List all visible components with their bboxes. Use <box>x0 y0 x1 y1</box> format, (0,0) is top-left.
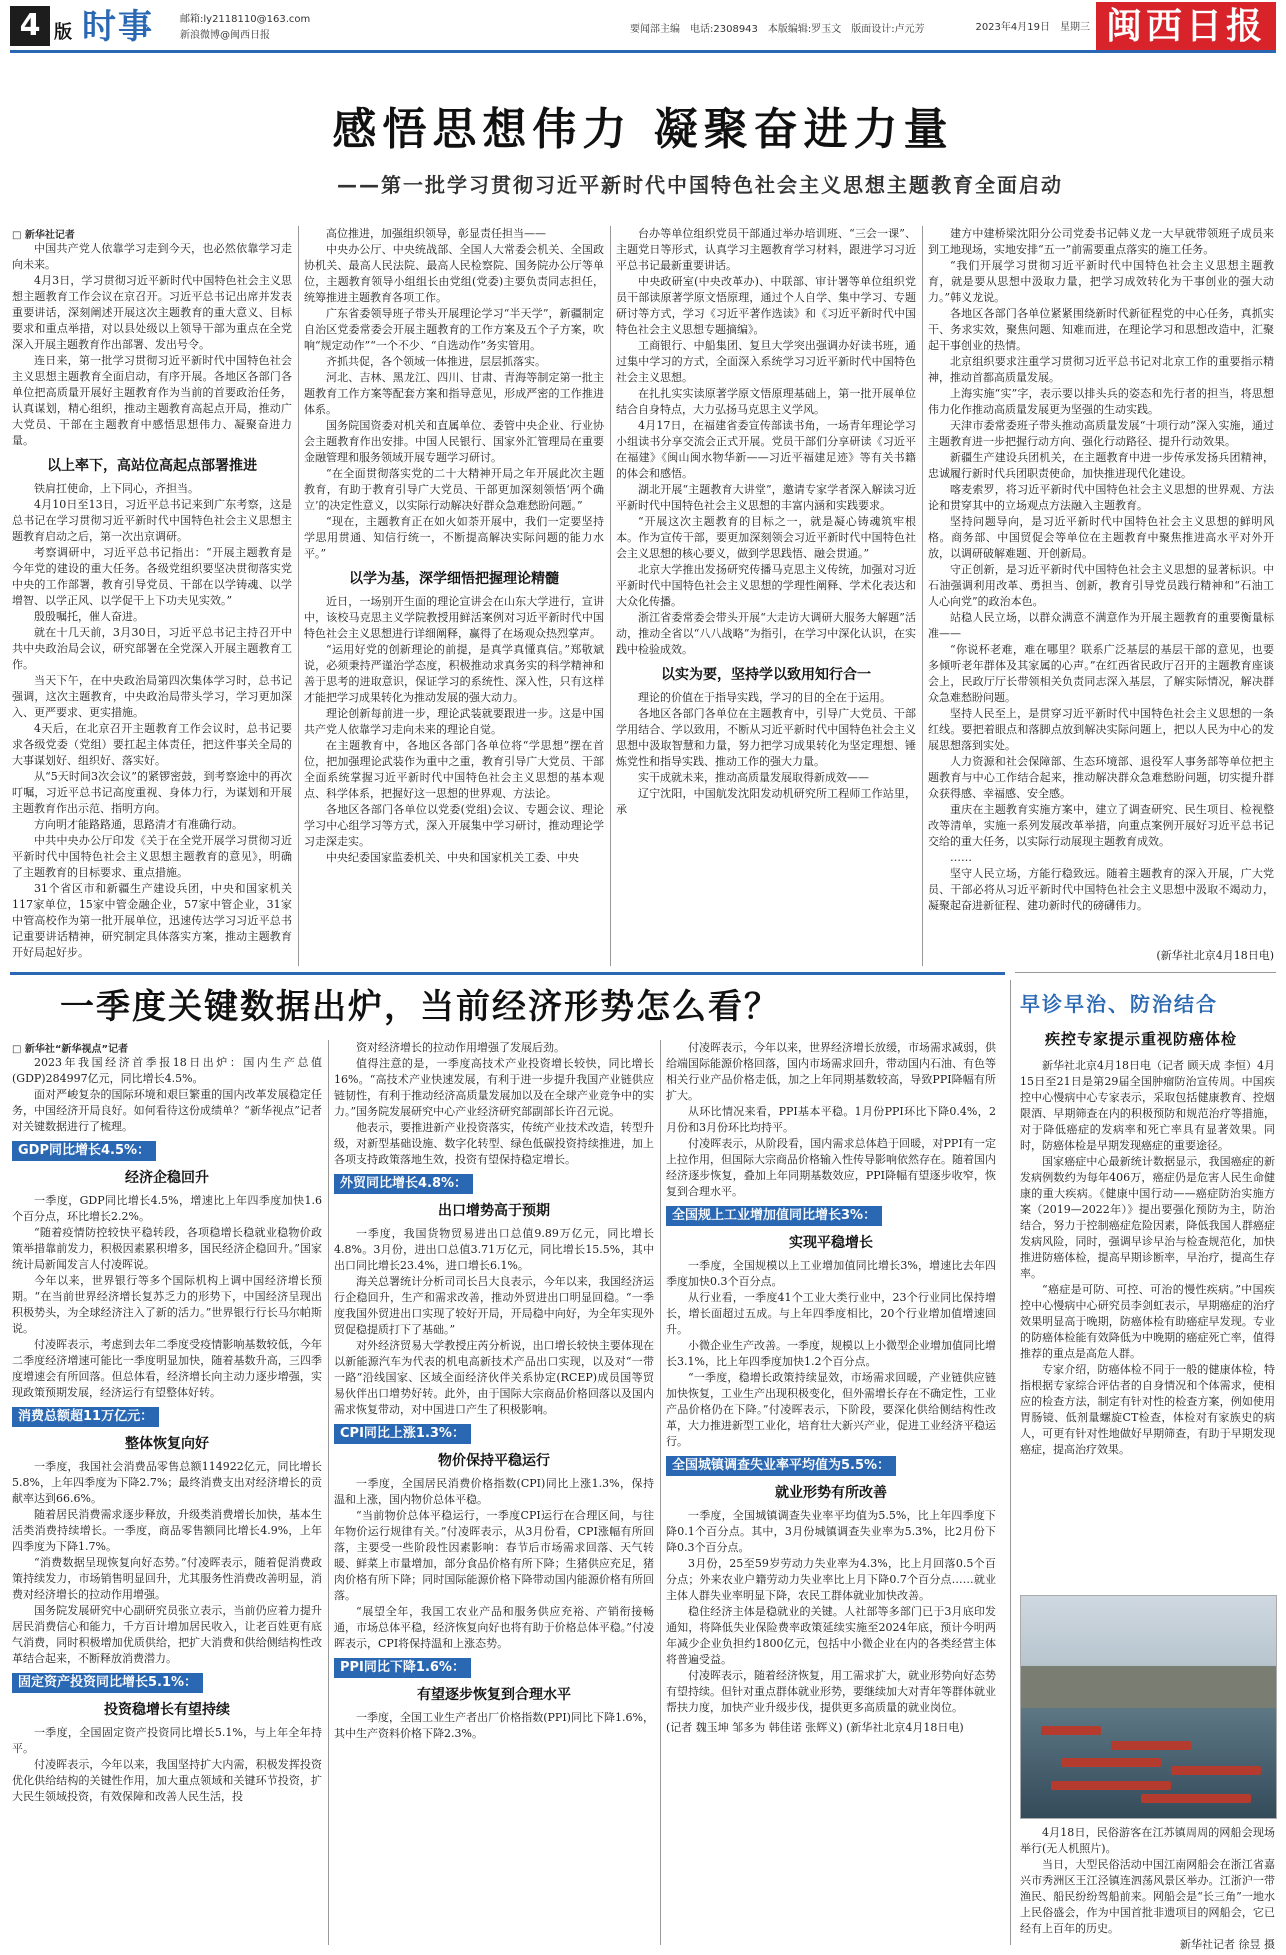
data-label: 外贸同比增长4.8%： <box>334 1174 473 1194</box>
top-story-col-3 <box>616 226 916 966</box>
paragraph: 付凌晖表示，从阶段看，国内需求总体趋于回暖，对PPI有一定上拉作用，但国际大宗商品价格输入性传导影响依然存在。随着国内经济逐步恢复，叠加上年同期基数效应，PPI降幅有望逐步收窄，恢复到合理水平。 <box>666 1137 996 1198</box>
section-subheading: 就业形势有所改善 <box>775 1485 887 1501</box>
paragraph: 中央纪委国家监委机关、中央和国家机关工委、中央 <box>326 851 579 864</box>
paragraph: 浙江省委常委会带头开展“大走访大调研大服务大解题”活动，推动全省以“八八战略”为指引，在学习中深化认识，在实践中检验成效。 <box>616 611 916 656</box>
paragraph: 中共中央办公厅印发《关于在全党开展学习贯彻习近平新时代中国特色社会主义思想主题教育的意见》，明确了主题教育的目标要求、重点措施。 <box>12 834 292 879</box>
paragraph: 当天下午，在中央政治局第四次集体学习时，总书记强调，这次主题教育，中央政治局带头学习，学习更加深入、更严要求、更实措施。 <box>12 674 292 719</box>
economy-col-1 <box>12 1040 322 1950</box>
paragraph: 一季度，全国固定资产投资同比增长5.1%，与上年全年持平。 <box>12 1726 322 1755</box>
email[interactable]: 邮箱:ly2118110@163.com <box>180 14 311 25</box>
paragraph: 各地区各部门各单位紧紧围绕新时代新征程党的中心任务，真抓实干、务求实效，聚焦问题、知难而进，在理论学习和思想改造中，汇聚起干事创业的热情。 <box>928 307 1274 352</box>
paragraph: “现在，主题教育正在如火如荼开展中，我们一定要坚持学思用贯通、知信行统一，不断提高解决实际问题的能力水平。” <box>304 515 604 560</box>
section-subheading: 整体恢复向好 <box>125 1436 209 1452</box>
section-subheading: 实现平稳增长 <box>789 1235 873 1251</box>
paragraph: 坚守人民立场，方能行稳致远。随着主题教育的深入开展，广大党员、干部必将从习近平新时代中国特色社会主义思想中汲取不竭动力，凝聚起奋进新征程、建功新时代的磅礴伟力。 <box>928 867 1274 912</box>
paragraph: 一季度，GDP同比增长4.5%，增速比上年四季度加快1.6个百分点，环比增长2.2%。 <box>12 1194 322 1223</box>
paragraph: 从“5天时间3次会议”的紧锣密鼓，到考察途中的再次叮嘱，习近平总书记高度重视、身体力行，为谋划和开展主题教育作出示范、指明方向。 <box>12 770 292 815</box>
economy-col-2 <box>334 1040 654 1950</box>
paragraph: 资对经济增长的拉动作用增强了发展后劲。 <box>356 1041 565 1054</box>
paragraph: 4月10日至13日，习近平总书记来到广东考察，这是总书记在学习贯彻习近平新时代中国特色社会主义思想主题教育启动之后，第一次出京调研。 <box>12 498 292 543</box>
data-label: CPI同比上涨1.3%： <box>334 1424 471 1444</box>
top-story-col-2 <box>304 226 604 966</box>
photo-boat <box>1171 1766 1261 1775</box>
paragraph: 近日，一场别开生面的理论宣讲会在山东大学进行，宣讲中，该校马克思主义学院教授用鲜活案例对习近平新时代中国特色社会主义思想进行详细阐释，赢得了在场观众热烈掌声。 <box>304 595 604 640</box>
masthead <box>10 4 1276 53</box>
paragraph: 稳住经济主体是稳就业的关键。人社部等多部门已于3月底印发通知，将降低失业保险费率政策延续实施至2024年底，预计今明两年减少企业负担约1800亿元，包括中小微企业在内的各类经营主体将普遍受益。 <box>666 1605 996 1666</box>
section-title: 时事 <box>82 7 154 47</box>
paragraph: 考察调研中，习近平总书记指出：“开展主题教育是今年党的建设的重大任务。各级党组织要坚决贯彻落实党中央的工作部署，教育引导党员、干部在以学铸魂、以学增智、以学正风、以学促干上下功夫见实效。” <box>12 546 292 607</box>
data-label: GDP同比增长4.5%： <box>12 1141 156 1161</box>
paragraph: “运用好党的创新理论的前提，是真学真懂真信。”郑敬斌说，必须秉持严谨治学态度，积极推动求真务实的科学精神和善于思考的进取意识，保证学习的系统性、深入性，只有这样才能把学习成果转化为推动发展的强大动力。 <box>304 643 604 704</box>
paragraph: 上海实施“实”字，表示要以排头兵的姿态和先行者的担当，将思想伟力化作推动高质量发展更为坚强的生动实践。 <box>928 387 1274 416</box>
photo-credit: 新华社记者 徐昱 摄 <box>1180 1938 1275 1951</box>
paragraph: “一季度，稳增长政策持续显效，市场需求回暖，产业链供应链加快恢复，工业生产出现积极变化，但外需增长存在不确定性，工业产品价格仍在下降。”付凌晖表示，下阶段，要深化供给侧结构性改革，大力推进新型工业化，培育壮大新兴产业，促进工业经济平稳运行。 <box>666 1371 996 1448</box>
paragraph: 一季度，全国工业生产者出厂价格指数(PPI)同比下降1.6%，其中生产资料价格下降2.3%。 <box>334 1711 654 1740</box>
paragraph: 站稳人民立场，以群众满意不满意作为开展主题教育的重要衡量标准—— <box>928 611 1274 640</box>
paragraph: 从行业看，一季度41个工业大类行业中，23个行业同比保持增长，增长面超过五成。与上年四季度相比，20个行业增加值增速回升。 <box>666 1291 996 1336</box>
editor-credits: 要闻部主编 电话:2308943 本版编辑:罗玉文 版面设计:卢元芳 <box>630 24 925 35</box>
paragraph: 坚持人民至上，是贯穿习近平新时代中国特色社会主义思想的一条红线。要把着眼点和落脚点放到解决实际问题上，把以人民为中心的发展思想落到实处。 <box>928 707 1274 752</box>
section-subheading: 以上率下，高站位高起点部署推进 <box>47 458 257 474</box>
paragraph: 付凌晖表示，今年以来，我国坚持扩大内需，积极发挥投资优化供给结构的关键性作用，加大重点领域和关键环节投资，扩大民生领域投资，有效保障和改善人民生活，投 <box>12 1758 322 1803</box>
paragraph: 专家介绍，防癌体检不同于一般的健康体检，特指根据专家综合评估者的自身情况和个体需求，使相应的检查方法，制定有针对性的检查方案，例如使用胃肠镜、低剂量螺旋CT检查，体检对有家族史的病人，可更有针对性地做好早期筛查，有助于早期发现癌症，提高治疗效果。 <box>1020 1363 1275 1456</box>
paragraph: 中国共产党人依靠学习走到今天，也必然依靠学习走向未来。 <box>12 242 292 271</box>
top-subheadline: ——第一批学习贯彻习近平新时代中国特色社会主义思想主题教育全面启动 <box>337 173 1063 197</box>
paragraph: 4月3日，学习贯彻习近平新时代中国特色社会主义思想主题教育工作会议在京召开。习近平总书记出席并发表重要讲话，深刻阐述开展这次主题教育的重大意义、目标要求和重点举措，对以县处级以上领导干部为重点在全党深入开展主题教育作出部署、发出号令。 <box>12 274 292 351</box>
section-subheading: 以学为基，深学细悟把握理论精髓 <box>349 571 559 587</box>
paragraph: 台办等单位组织党员干部通过举办培训班、“三会一课”、主题党日等形式，认真学习主题教育学习材料，跟进学习习近平总书记最新重要讲话。 <box>616 227 916 272</box>
top-story-dateline <box>1090 948 1274 966</box>
paragraph: 国务院国资委对机关和直属单位、委管中央企业、行业协会主题教育作出安排。中国人民银行、国家外汇管理局在重要金融管理和服务领域开展专题学习研讨。 <box>304 419 604 464</box>
paragraph: 中央办公厅、中央统战部、全国人大常委会机关、全国政协机关、最高人民法院、最高人民检察院、国务院办公厅等单位，主题教育领导小组组长由党组(党委)主要负责同志担任，统筹推进主题教育各项工作。 <box>304 243 604 304</box>
paragraph: “你说杯老难，难在哪里？联系广泛基层的基层干部的意见，也要多倾听老年群体及其家属的心声。”在红西省民政厅召开的主题教育座谈会上，民政厅厅长带领相关负责同志深入基层，了解实际情况，解决群众急难愁盼问题。 <box>928 643 1274 704</box>
paragraph: 一季度，全国居民消费价格指数(CPI)同比上涨1.3%，保持温和上涨，国内物价总体平稳。 <box>334 1477 654 1506</box>
contact-info <box>180 12 310 44</box>
paragraph: 河北、吉林、黑龙江、四川、甘肃、青海等制定第一批主题教育工作方案等配套方案和指导意见，形成严密的工作推进体系。 <box>304 371 604 416</box>
data-label: PPI同比下降1.6%： <box>334 1658 471 1678</box>
paragraph: 工商银行、中船集团、复旦大学突出强调办好读书班，通过集中学习的方式，全面深入系统学习习近平新时代中国特色社会主义思想。 <box>616 339 916 384</box>
news-photo <box>1020 1595 1277 1819</box>
edition-suffix: 版 <box>54 22 72 43</box>
paragraph: “当前物价总体平稳运行，一季度CPI运行在合理区间，与往年物价运行规律有关。”付凌晖表示，从3月份看，CPI涨幅有所回落，主要受一些阶段性因素影响：春节后市场需求回落、天气转暖、鲜菜上市量增加，部分食品价格有所下降；生猪供应充足，猪肉价格有所下降；同时国际能源价格下降带动国内能源价格有所回落。 <box>334 1509 654 1602</box>
paragraph: 2023年我国经济首季报18日出炉：国内生产总值(GDP)284997亿元，同比增长4.5%。 <box>12 1056 322 1085</box>
paragraph: 付凌晖表示，随着经济恢复，用工需求扩大，就业形势向好态势有望持续。但针对重点群体就业形势，要继续加大对青年等群体就业帮扶力度，加快产业升级步伐，提供更多高质量的就业岗位。 <box>666 1669 996 1714</box>
edition-number: 4 <box>10 6 50 46</box>
photo-boat <box>1141 1794 1251 1803</box>
photo-boat <box>1111 1741 1191 1750</box>
paragraph: 一季度，我国社会消费品零售总额114922亿元，同比增长5.8%，上年四季度为下降2.7%；最终消费支出对经济增长的贡献率达到66.6%。 <box>12 1460 322 1505</box>
photo-boat <box>1061 1758 1161 1767</box>
paragraph: 他表示，要推进新产业投资落实，传统产业技术改造，转型升级，对新型基础设施、数字化转型、绿色低碳投资持续推进，加上各项支持政策落地生效，投资有望保持稳定增长。 <box>334 1121 654 1166</box>
data-label: 固定资产投资同比增长5.1%： <box>12 1673 203 1693</box>
paragraph: 从环比情况来看，PPI基本平稳。1月份PPI环比下降0.4%，2月份和3月份环比均持平。 <box>666 1105 996 1134</box>
paragraph: 高位推进，加强组织领导，彰显责任担当—— <box>326 227 546 240</box>
paragraph: 天津市委常委班子带头推动高质量发展“十项行动”深入实施，通过主题教育进一步把握行动方向、强化行动路径、提升行动效果。 <box>928 419 1274 448</box>
photo-shore <box>1021 1666 1276 1714</box>
section-subheading: 物价保持平稳运行 <box>438 1453 550 1469</box>
weibo: 新浪微博@闽西日报 <box>180 30 270 41</box>
column-rule <box>922 226 923 966</box>
paragraph: 各地区各部门各单位在主题教育中，引导广大党员、干部学用结合、学以致用，不断从习近平新时代中国特色社会主义思想中汲取智慧和力量，努力把学习成果转化为坚定理想、锤炼党性和指导实践、推动工作的强大力量。 <box>616 707 916 768</box>
section-subheading: 投资稳增长有望持续 <box>104 1702 230 1718</box>
economy-col-3 <box>666 1040 996 1950</box>
column-rule <box>1010 980 1011 1945</box>
paragraph: “我们开展学习贯彻习近平新时代中国特色社会主义思想主题教育，就是要从思想中汲取力量，把学习成效转化为干事创业的强大动力。”韩义龙说。 <box>928 259 1274 304</box>
paragraph: 付凌晖表示，今年以来，世界经济增长放缓，市场需求减弱，供给端国际能源价格回落，国内市场需求回升，带动国内石油、有色等相关行业产品价格走低，加之上年同期基数较高，导致PPI降幅有所扩大。 <box>666 1041 996 1102</box>
section-divider <box>10 972 1005 975</box>
paragraph: 31个省区市和新疆生产建设兵团，中央和国家机关117家单位，15家中管金融企业，57家中管企业，31家中管高校作为第一批开展单位，迅速传达学习习近平总书记重要讲话精神，研究制定具体落实方案，推动主题教育开好局起好步。 <box>12 882 292 959</box>
paragraph: 重庆在主题教育实施方案中，建立了调查研究、民生项目、检视整改等清单，实施一系列发展改革举措，向重点案例开展好习近平总书记交给的重大任务，以实际行动展现主题教育成效。 <box>928 803 1274 848</box>
paragraph: 随着居民消费需求逐步释放，升级类消费增长加快，基本生活类消费持续增长。一季度，商品零售额同比增长4.9%，上年四季度为下降1.7%。 <box>12 1508 322 1553</box>
newspaper-logo: 闽西日报 <box>1096 2 1276 50</box>
paragraph: 实干成就未来，推动高质量发展取得新成效—— <box>638 771 869 784</box>
paragraph: 殷殷嘱托，催人奋进。 <box>34 610 144 623</box>
top-headline: 感悟思想伟力 凝聚奋进力量 <box>332 104 954 155</box>
paragraph: 广东省委领导班子带头开展理论学习“半天学”，新疆制定自治区党委常委会开展主题教育的工作方案及五个子方案，吹响“规定动作”“一个不少、“自选动作”务实管用。 <box>304 307 604 352</box>
sidebar-body <box>1020 1058 1275 1588</box>
paragraph: 4天后，在北京召开主题教育工作会议时，总书记要求各级党委（党组）要扛起主体责任，把这件事关全局的大事谋划好、组织好、落实好。 <box>12 722 292 767</box>
paragraph: 对外经济贸易大学教授庄芮分析说，出口增长较快主要体现在以新能源汽车为代表的机电高新技术产品出口实现，以及对“一带一路”沿线国家、区域全面经济伙伴关系协定(RCEP)成员国等贸易伙伴出口增势好转。此外，由于国际大宗商品价格回落以及国内需求恢复带动，对中国进口产生了积极影响。 <box>334 1339 654 1416</box>
section-subheading: 有望逐步恢复到合理水平 <box>417 1687 571 1703</box>
paragraph: 面对严峻复杂的国际环境和艰巨繁重的国内改革发展稳定任务，中国经济开局良好。如何看待这份成绩单？“新华视点”记者对关键数据进行了梳理。 <box>12 1088 322 1133</box>
photo-boat <box>1051 1781 1171 1790</box>
data-label: 全国规上工业增加值同比增长3%： <box>666 1206 882 1226</box>
paragraph: “随着疫情防控较快平稳转段，各项稳增长稳就业稳物价政策举措靠前发力，积极因素累积增多，国民经济企稳回升。”国家统计局新闻发言人付凌晖说。 <box>12 1226 322 1271</box>
sidebar-divider <box>1015 972 1276 973</box>
paragraph: “展望全年，我国工农业产品和服务供应充裕、产销衔接畅通，市场总体平稳，经济恢复向好也将有助于价格总体平稳。”付凌晖表示，CPI将保持温和上涨态势。 <box>334 1605 654 1650</box>
paragraph: 北京组织要求注重学习贯彻习近平总书记对北京工作的重要指示精神，推动首都高质量发展。 <box>928 355 1274 384</box>
paragraph: 值得注意的是，一季度高技术产业投资增长较快，同比增长16%。“高技术产业快速发展，有利于进一步提升我国产业链供应链韧性，有利于推动经济高质量发展加以及在全球产业竞争中的实力。”国务院发展研究中心产业经济研究部副部长许召元说。 <box>334 1057 654 1118</box>
paragraph: 理论的价值在于指导实践，学习的目的全在于运用。 <box>638 691 891 704</box>
paragraph: 小微企业生产改善。一季度，规模以上小微型企业增加值同比增长3.1%，比上年四季度加快1.2个百分点。 <box>666 1339 996 1368</box>
paragraph: “消费数据呈现恢复向好态势。”付凌晖表示，随着促消费政策持续发力，市场销售明显回升，尤其服务性消费改善明显，消费对经济增长的拉动作用增强。 <box>12 1556 322 1601</box>
paragraph: 在扎扎实实读原著学原文悟原理基础上，第一批开展单位结合自身特点，大力弘扬马克思主义学风。 <box>616 387 916 416</box>
top-story-col-4 <box>928 226 1274 966</box>
paragraph: 新疆生产建设兵团机关，在主题教育中进一步传承发扬兵团精神，忠诚履行新时代兵团职责使命，加快推进现代化建设。 <box>928 451 1274 480</box>
paragraph: 就在十几天前，3月30日，习近平总书记主持召开中共中央政治局会议，研究部署在全党深入开展主题教育工作。 <box>12 626 292 671</box>
byline: □ 新华社“新华视点”记者 <box>12 1044 129 1055</box>
section-subheading: 以实为要，坚持学以致用知行合一 <box>661 667 871 683</box>
sidebar-subheadline: 疾控专家提示重视防癌体检 <box>1045 1030 1238 1048</box>
dateline: (新华社北京4月18日电) <box>1156 949 1274 962</box>
paragraph: 湖北开展“主题教育大讲堂”，邀请专家学者深入解读习近平新时代中国特色社会主义思想的丰富内涵和实践要求。 <box>616 483 916 512</box>
paragraph: 中央政研室(中央改革办)、中联部、审计署等单位组织党员干部读原著学原文悟原理，通过个人自学、集中学习、专题研讨等方式，学习《习近平著作选读》和《习近平新时代中国特色社会主义思想专题摘编》。 <box>616 275 916 336</box>
paragraph: 建方中建桥梁沈阳分公司党委书记韩义龙一大早就带领班子成员来到工地现场，实地安排“五一”前需要重点落实的施工任务。 <box>928 227 1274 256</box>
top-story-col-1 <box>12 226 292 966</box>
issue-date: 2023年4月19日 星期三 <box>975 22 1090 33</box>
section-subheading: 经济企稳回升 <box>125 1170 209 1186</box>
paragraph: 坚持问题导向，是习近平新时代中国特色社会主义思想的鲜明风格。商务部、中国贸促会等单位在主题教育中聚焦推进高水平对外开放，以调研破解难题、开创新局。 <box>928 515 1274 560</box>
column-rule <box>610 226 611 966</box>
credit-line: (记者 魏玉坤 邹多为 韩佳诺 张辉义) (新华社北京4月18日电) <box>666 1721 964 1734</box>
column-rule <box>328 1040 329 1945</box>
paragraph: 4月17日，在福建省委宣传部读书角，一场青年理论学习小组读书分享交流会正式开展。党员干部们分享研读《习近平在福建》《闽山闽水物华新——习近平福建足迹》等有关书籍的体会和感悟。 <box>616 419 916 480</box>
paragraph: …… <box>950 851 972 864</box>
paragraph: 今年以来，世界银行等多个国际机构上调中国经济增长预期。“在当前世界经济增长复苏乏力的形势下，中国经济呈现出积极势头，为全球经济注入了新的活力。”世界银行行长马尔帕斯说。 <box>12 1274 322 1335</box>
paragraph: 守正创新，是习近平新时代中国特色社会主义思想的显著标识。中石油强调利用改革、勇担当、创新，教育引导党员践行精神和“石油工人心向党”的政治本色。 <box>928 563 1274 608</box>
paragraph: 北京大学推出发扬研究传播马克思主义传统，加强对习近平新时代中国特色社会主义思想的学理性阐释、学术化表达和大众化传播。 <box>616 563 916 608</box>
paragraph: 一季度，全国规模以上工业增加值同比增长3%，增速比去年四季度加快0.3个百分点。 <box>666 1259 996 1288</box>
paragraph: 3月份，25至59岁劳动力失业率为4.3%，比上月回落0.5个百分点；外来农业户籍劳动力失业率比上月下降0.7个百分点……就业主体人群失业率明显下降，农民工群体就业加快改善。 <box>666 1557 996 1602</box>
caption-line: 4月18日，民俗游客在江苏镇周周的网船会现场举行(无人机照片)。 <box>1020 1826 1275 1855</box>
paragraph: 在主题教育中，各地区各部门各单位将“学思想”摆在首位，把加强理论武装作为重中之重，教育引导广大党员、干部全面系统掌握习近平新时代中国特色社会主义思想的基本观点、科学体系，把握好这一思想的世界观、方法论。 <box>304 739 604 800</box>
photo-boat <box>1041 1726 1101 1735</box>
paragraph: 方向明才能路路通，思路清才有准确行动。 <box>34 818 243 831</box>
column-rule <box>660 1040 661 1945</box>
data-label: 消费总额超11万亿元： <box>12 1407 159 1427</box>
economy-headline: 一季度关键数据出炉，当前经济形势怎么看？ <box>60 987 780 1027</box>
section-subheading: 出口增势高于预期 <box>438 1203 550 1219</box>
paragraph: 国务院发展研究中心副研究员张立表示，当前仍应着力提升居民消费信心和能力，千方百计增加居民收入，让老百姓更有底气消费，同时积极增加优质供给，把扩大消费和供给侧结构性改革结合起来，不断释放消费潜力。 <box>12 1604 322 1665</box>
paragraph: “癌症是可防、可控、可治的慢性疾病。”中国疾控中心慢病中心研究员李剑虹表示，早期癌症的治疗效果明显高于晚期，防癌体检有助癌症早发现。专业的防癌体检能有效降低为中晚期的癌症死亡率，值得推荐的重点是高危人群。 <box>1020 1283 1275 1360</box>
sidebar-headline: 早诊早治、防治结合 <box>1020 992 1218 1016</box>
paragraph: 付凌晖表示，考虑到去年二季度受疫情影响基数较低，今年二季度经济增速可能比一季度明显加快，随着基数升高，三四季度增速会有所回落。但总体看，经济增长向主动力逐步增强，实现政策预期发展，经济运行有望整体好转。 <box>12 1338 322 1399</box>
paragraph: 海关总署统计分析司司长吕大良表示，今年以来，我国经济运行企稳回升，生产和需求改善，推动外贸进出口明显回稳。“一季度我国外贸进出口实现了较好开局，开局稳中向好，为全年实现外贸促稳提质打下了基础。” <box>334 1275 654 1336</box>
paragraph: 一季度，我国货物贸易进出口总值9.89万亿元，同比增长4.8%。3月份，进出口总值3.71万亿元，同比增长15.5%，其中出口同比增长23.4%，进口增长6.1%。 <box>334 1227 654 1272</box>
paragraph: 新华社北京4月18日电（记者 顾天成 李恒）4月15日至21日是第29届全国肿瘤防治宣传周。中国疾控中心慢病中心专家表示，采取包括健康教育、控烟限酒、早期筛查在内的积极预防和规范治疗等措施，对于降低癌症的发病率和死亡率具有显著效果。同时，防癌体检是早期发现癌症的重要途径。 <box>1020 1059 1275 1152</box>
photo-caption <box>1020 1825 1275 1953</box>
paragraph: 喀麦索罗，将习近平新时代中国特色社会主义思想的世界观、方法论和贯穿其中的立场观点方法融入主题教育。 <box>928 483 1274 512</box>
paragraph: 辽宁沈阳，中国航发沈阳发动机研究所工程师工作站里，承 <box>616 787 916 816</box>
byline: □ 新华社记者 <box>12 230 75 241</box>
paragraph: 一季度，全国城镇调查失业率平均值为5.5%，比上年四季度下降0.1个百分点。其中，3月份城镇调查失业率为5.3%，比2月份下降0.3个百分点。 <box>666 1509 996 1554</box>
paragraph: 各地区各部门各单位以党委(党组)会议、专题会议、理论学习中心组学习等方式，深入开展集中学习研讨，推动理论学习走深走实。 <box>304 803 604 848</box>
paragraph: “在全面贯彻落实党的二十大精神开局之年开展此次主题教育，有助于教育引导广大党员、干部更加深刻领悟‘两个确立’的决定性意义，以实际行动解决好群众急难愁盼问题。” <box>304 467 604 512</box>
paragraph: 国家癌症中心最新统计数据显示，我国癌症的新发病例数约为每年406万，癌症仍是危害人民生命健康的重大疾病。《健康中国行动——癌症防治实施方案（2019—2022年）》提出要强化预防为主，防治结合，努力于控制癌症危险因素，降低我国人群癌症发病风险，同时，强调早诊早治与检查规范化，加快推进防癌体检，提高早期诊断率，早治疗，提高生存率。 <box>1020 1155 1275 1280</box>
paragraph: 铁肩扛使命，上下同心，齐担当。 <box>34 482 199 495</box>
paragraph: 理论创新每前进一步，理论武装就要跟进一步。这是中国共产党人依靠学习走向未来的理论自觉。 <box>304 707 604 736</box>
data-label: 全国城镇调查失业率平均值为5.5%： <box>666 1456 896 1476</box>
column-rule <box>298 226 299 966</box>
paragraph: “开展这次主题教育的目标之一，就是凝心铸魂筑牢根本。作为宣传干部，要更加深刻领会习近平新时代中国特色社会主义思想的核心要义，做到学思践悟、融会贯通。” <box>616 515 916 560</box>
paragraph: 人力资源和社会保障部、生态环境部、退役军人事务部等单位把主题教育与中心工作结合起来，推动解决群众急难愁盼问题，切实提升群众获得感、幸福感、安全感。 <box>928 755 1274 800</box>
paragraph: 齐抓共促，各个领域一体推进，层层抓落实。 <box>326 355 546 368</box>
paragraph: 连日来，第一批学习贯彻习近平新时代中国特色社会主义思想主题教育全面启动，有序开展。各地区各部门各单位把高质量开展好主题教育作为当前的首要政治任务，认真谋划，精心组织，推动主题教育高起点开局，推动广大党员、干部在主题教育中感悟思想伟力、凝聚奋进力量。 <box>12 354 292 447</box>
caption-line: 当日，大型民俗活动中国江南网船会在浙江省嘉兴市秀洲区王江泾镇连泗荡风景区举办。江浙沪一带渔民、船民纷纷驾船前来。网船会是“长三角”一地水上民俗盛会，作为中国首批非遗项目的网船会，它已经有上百年的历史。 <box>1020 1858 1275 1935</box>
